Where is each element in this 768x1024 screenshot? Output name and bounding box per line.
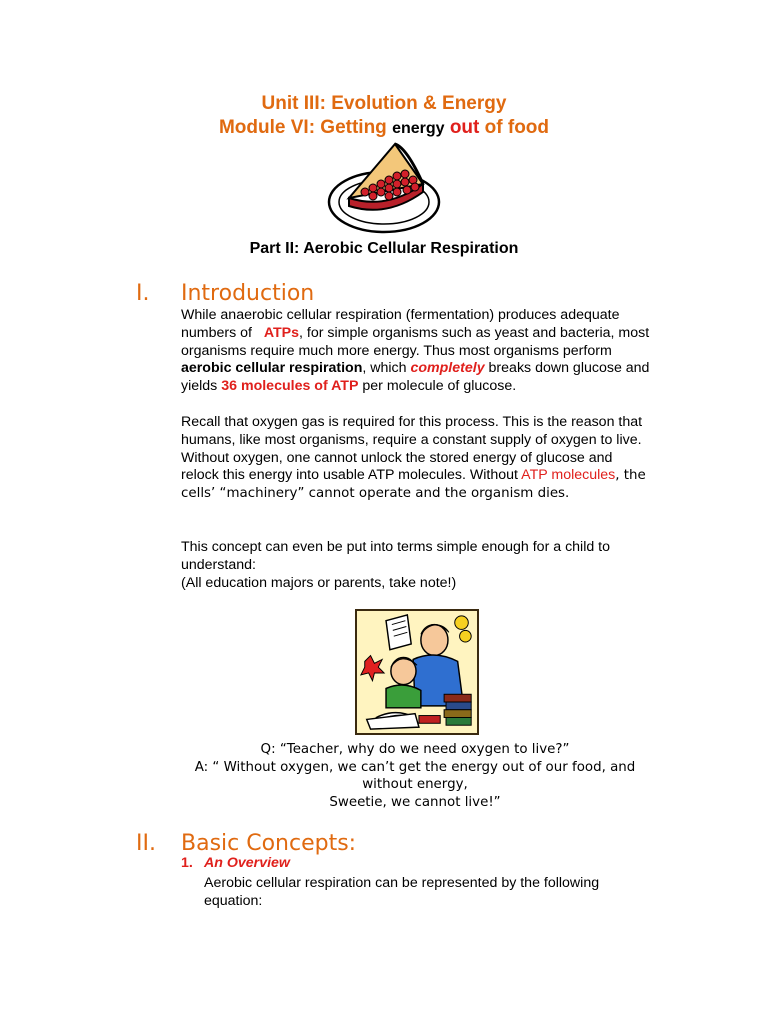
section-heading-basic-concepts: II. Basic Concepts: [136,831,357,856]
intro-paragraph-3: This concept can even be put into terms simple enough for a child to understand: (All education majors or parents, take note!) [181,539,611,591]
qa-block [140,741,690,811]
question-text: Q: “Teacher, why do we need oxygen to live?” [260,742,570,757]
title-block [0,92,768,141]
cherry-pie-illustration [327,140,442,235]
module-title: Module VI: Getting energy out of food [218,117,550,138]
overview-text: Aerobic cellular respiration can be represented by the following equation: [204,875,600,909]
intro-paragraph-1: While anaerobic cellular respiration (fermentation) produces adequate numbers of ATPs, for simple organisms such as yeast and bacteria, most organisms require much more energy. Thus most organisms perform aerobic cellular respiration, which completely breaks down glucose and yields 36 molecules of ATP per molecule of glucose. [181,307,650,395]
unit-title: Unit III: Evolution & Energy [261,93,507,114]
intro-paragraph-2: Recall that oxygen gas is required for this process. This is the reason that humans, like most organisms, require a constant supply of oxygen to live. Without oxygen, one cannot unlock the stored energy of glucose and relock this energy into usable ATP molecules. Without ATP molecules, the cells’ “machinery” cannot operate and the organism dies. [181,414,646,502]
teacher-child-illustration [355,609,479,735]
answer-text-1: A: “ Without oxygen, we can’t get the energy out of our food, and without energy, [194,759,636,792]
section-heading-introduction: I. Introduction [136,281,315,306]
answer-text-2: Sweetie, we cannot live!” [329,794,501,810]
part-title: Part II: Aerobic Cellular Respiration [249,240,519,257]
overview-item: 1. An Overview [181,855,290,871]
